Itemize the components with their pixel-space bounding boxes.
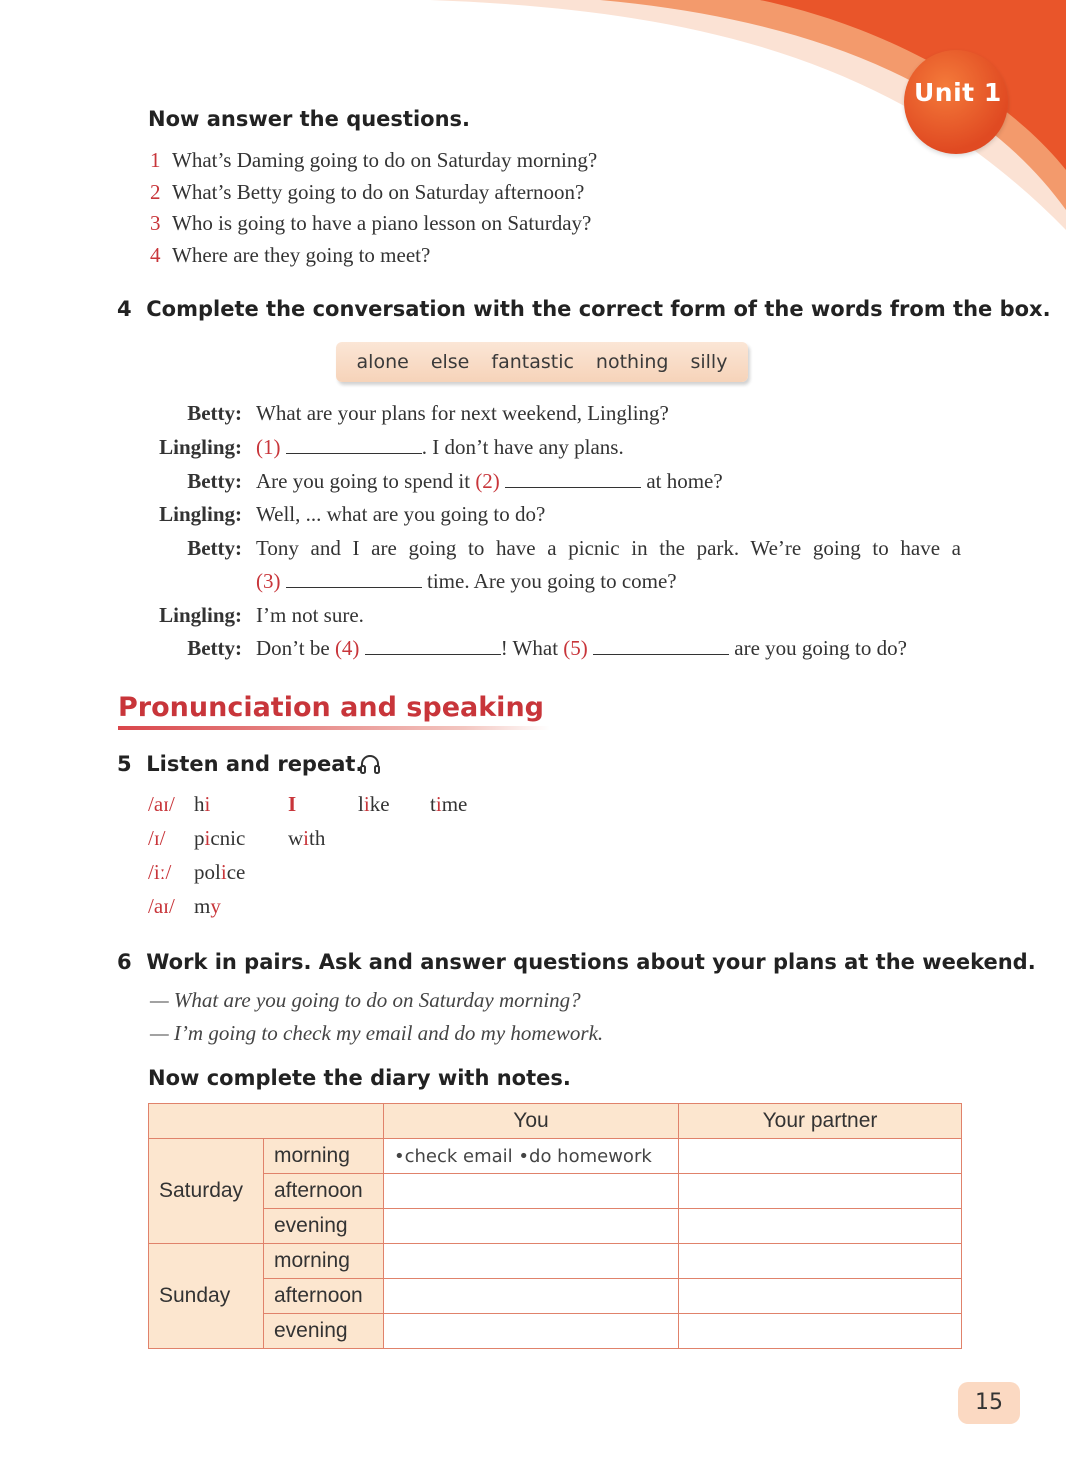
word-fantastic: fantastic — [491, 351, 574, 373]
exercise-title: Work in pairs. Ask and answer questions about your plans at the weekend. — [146, 950, 1036, 974]
phonetic-word: police — [194, 860, 246, 884]
table-corner — [149, 1104, 384, 1139]
diary-cell[interactable] — [679, 1174, 962, 1209]
question-item — [150, 208, 597, 240]
diary-table — [148, 1103, 962, 1349]
word-alone: alone — [356, 351, 409, 373]
phonetic-symbol: /aɪ/ — [148, 894, 175, 918]
table-row — [149, 1244, 962, 1279]
question-text: Who is going to have a piano lesson on Saturday? — [172, 211, 592, 235]
question-number: 4 — [150, 242, 161, 267]
section-underline — [118, 726, 550, 730]
dialogue-text: ! What — [500, 636, 564, 660]
phonetic-symbol: /ɪ/ — [148, 826, 166, 850]
blank-number: (3) — [256, 569, 281, 593]
dialogue-text: at home? — [641, 469, 723, 493]
dialogue-line: What are your plans for next weekend, Lingling? — [256, 401, 669, 425]
page-number: 15 — [958, 1382, 1020, 1424]
column-header-partner: Your partner — [679, 1104, 962, 1139]
day-label: Saturday — [149, 1139, 264, 1244]
exercise-number: 5 — [117, 752, 132, 776]
time-label: morning — [264, 1244, 384, 1279]
answer-blank[interactable] — [365, 636, 501, 655]
table-row — [149, 1139, 962, 1174]
blank-number: (2) — [475, 469, 500, 493]
answer-blank[interactable] — [505, 469, 641, 488]
time-label: afternoon — [264, 1279, 384, 1314]
day-label: Sunday — [149, 1244, 264, 1349]
diary-cell[interactable] — [384, 1314, 679, 1349]
diary-cell[interactable] — [384, 1209, 679, 1244]
dialogue-text: are you going to do? — [729, 636, 907, 660]
time-label: evening — [264, 1209, 384, 1244]
diary-cell[interactable] — [679, 1209, 962, 1244]
exercise-number: 4 — [117, 297, 132, 321]
phonetic-row — [148, 826, 166, 851]
phonetic-symbol: /aɪ/ — [148, 792, 175, 816]
speaker-label: Betty: — [187, 469, 242, 493]
phonetic-word: picnic — [194, 826, 246, 850]
example-question: — What are you going to do on Saturday morning? — [150, 988, 581, 1012]
phonetic-row — [148, 792, 175, 817]
question-list — [150, 145, 597, 271]
blank-number: (1) — [256, 435, 281, 459]
dialogue-text: . I don’t have any plans. — [421, 435, 624, 459]
speaker-label: Lingling: — [159, 502, 242, 526]
question-item — [150, 145, 597, 177]
diary-cell[interactable] — [679, 1314, 962, 1349]
diary-cell[interactable] — [384, 1244, 679, 1279]
table-row — [149, 1314, 962, 1349]
question-number: 1 — [150, 148, 161, 172]
diary-heading: Now complete the diary with notes. — [148, 1066, 571, 1090]
headphones-icon[interactable] — [358, 752, 382, 776]
dialogue-line: I’m not sure. — [256, 603, 364, 627]
phonetic-word: my — [194, 894, 221, 918]
answer-heading: Now answer the questions. — [148, 107, 471, 131]
question-text: Where are they going to meet? — [172, 242, 431, 267]
speaker-label: Betty: — [187, 401, 242, 425]
question-text: What’s Daming going to do on Saturday morning? — [172, 148, 598, 172]
phonetic-word: with — [288, 826, 326, 850]
dialogue-line — [256, 469, 723, 494]
time-label: evening — [264, 1314, 384, 1349]
answer-blank[interactable] — [286, 569, 422, 588]
phonetic-row — [148, 860, 171, 885]
table-row — [149, 1279, 962, 1314]
diary-cell[interactable] — [679, 1279, 962, 1314]
dialogue-line — [256, 435, 624, 460]
dialogue-line: Well, ... what are you going to do? — [256, 502, 546, 526]
phonetic-symbol: /iː/ — [148, 860, 172, 884]
answer-blank[interactable] — [593, 636, 729, 655]
blank-number: (5) — [563, 636, 588, 660]
dialogue-line — [256, 636, 907, 661]
table-row — [149, 1209, 962, 1244]
unit-badge — [904, 50, 1008, 154]
dialogue-text: Are you going to spend it — [256, 469, 476, 493]
exercise-title: Listen and repeat. — [146, 752, 364, 776]
section-title: Pronunciation and speaking — [118, 692, 544, 723]
diary-cell[interactable] — [384, 1279, 679, 1314]
blank-number: (4) — [334, 636, 360, 660]
answer-blank[interactable] — [286, 435, 422, 454]
time-label: morning — [264, 1139, 384, 1174]
speaker-label: Betty: — [187, 536, 242, 560]
diary-cell[interactable] — [384, 1174, 679, 1209]
question-number: 3 — [150, 211, 161, 235]
exercise-5-heading — [117, 752, 363, 776]
question-item — [150, 240, 597, 272]
word-nothing: nothing — [595, 351, 669, 373]
question-text: What’s Betty going to do on Saturday afternoon? — [172, 179, 585, 204]
phonetic-word: like — [358, 792, 390, 816]
diary-cell[interactable] — [679, 1139, 962, 1174]
time-label: afternoon — [264, 1174, 384, 1209]
speaker-label: Betty: — [187, 636, 242, 660]
question-number: 2 — [150, 179, 161, 204]
table-row — [149, 1104, 962, 1139]
speaker-label: Lingling: — [159, 435, 242, 459]
word-box — [336, 342, 748, 382]
table-row — [149, 1174, 962, 1209]
exercise-6-heading — [117, 950, 1036, 974]
dialogue-line — [256, 569, 677, 594]
unit-badge-label: Unit 1 — [914, 78, 1002, 107]
example-answer: — I’m going to check my email and do my homework. — [150, 1021, 604, 1045]
phonetic-word: time — [430, 792, 468, 816]
exercise-4-heading — [117, 297, 1051, 321]
diary-cell[interactable] — [679, 1244, 962, 1279]
column-header-you: You — [384, 1104, 679, 1139]
exercise-title: Complete the conversation with the correct form of the words from the box. — [146, 297, 1051, 321]
diary-cell[interactable]: •check email •do homework — [384, 1139, 679, 1174]
dialogue-text: time. Are you going to come? — [421, 569, 677, 593]
word-else: else — [430, 351, 470, 373]
phonetic-word: I — [288, 792, 297, 816]
question-item — [150, 177, 597, 209]
dialogue-line: Tony and I are going to have a picnic in the park. We’re going to have a — [256, 536, 961, 560]
word-silly: silly — [690, 351, 728, 373]
dialogue-text: Don’t be — [256, 636, 335, 660]
speaker-label: Lingling: — [159, 603, 242, 627]
phonetic-word: hi — [194, 792, 211, 816]
phonetic-row — [148, 894, 175, 919]
exercise-number: 6 — [117, 950, 132, 974]
